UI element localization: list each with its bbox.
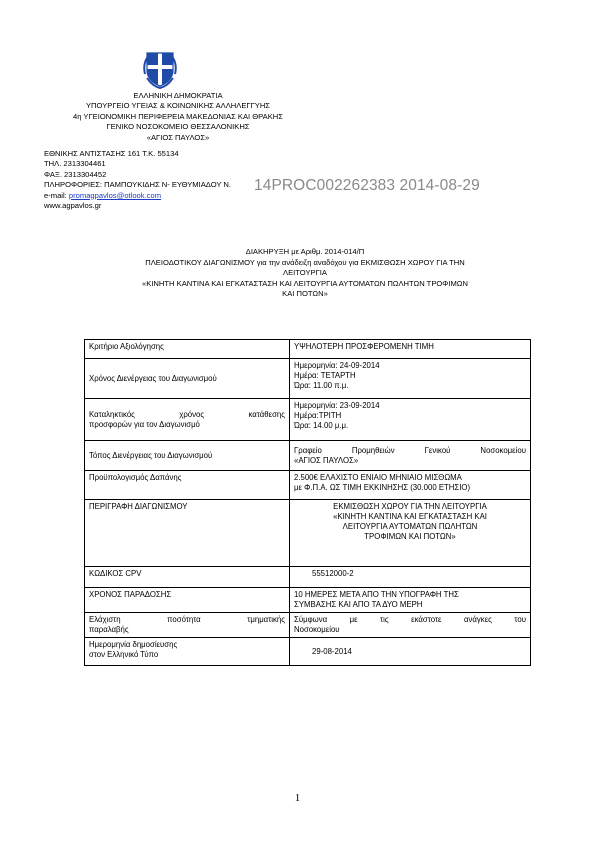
table-row xyxy=(85,399,531,441)
minqty-value-2: Νοσοκομείου xyxy=(294,625,340,634)
deadline-day: Ημέρα:ΤΡΙΤΗ xyxy=(294,411,342,420)
greek-emblem-icon xyxy=(139,48,181,90)
description-value xyxy=(290,500,531,567)
publish-label xyxy=(85,638,290,666)
minqty-label-1: Ελάχιστη ποσότητα τμηματικής xyxy=(89,615,285,624)
header-line-1: ΕΛΛΗΝΙΚΗ ΔΗΜΟΚΡΑΤΙΑ xyxy=(133,91,223,100)
delivery-label: ΧΡΟΝΟΣ ΠΑΡΑΔΟΣΗΣ xyxy=(85,588,290,613)
budget-value xyxy=(290,471,531,500)
reference-stamp: 14PROC002262383 2014-08-29 xyxy=(254,177,480,194)
deadline-hour: Ώρα: 14.00 μ.μ. xyxy=(294,421,349,430)
time-label: Χρόνος Διενέργειας του Διαγωνισμού xyxy=(85,359,290,399)
criterion-value: ΥΨΗΛΟΤΕΡΗ ΠΡΟΣΦΕΡΟΜΕΝΗ ΤΙΜΗ xyxy=(290,340,531,359)
table-row xyxy=(85,359,531,399)
description-value-1: ΕΚΜΙΣΘΩΣΗ ΧΩΡΟΥ ΓΙΑ ΤΗΝ ΛΕΙΤΟΥΡΓΙΑ xyxy=(333,502,487,511)
time-day: Ημέρα: ΤΕΤΑΡΤΗ xyxy=(294,371,356,380)
declaration-line-4: «ΚΙΝΗΤΗ ΚΑΝΤΙΝΑ ΚΑΙ ΕΓΚΑΤΑΣΤΑΣΗ ΚΑΙ ΛΕΙΤΟΥΡΓΙΑ ΑΥΤΟΜΑΤΩΝ ΠΩΛΗΤΩΝ ΤΡΟΦΙΜΩΝ xyxy=(142,278,468,288)
deadline-label-2: προσφορών για τον Διαγωνισμό xyxy=(89,419,200,429)
description-value-2: «ΚΙΝΗΤΗ ΚΑΝΤΙΝΑ ΚΑΙ ΕΓΚΑΤΑΣΤΑΣΗ ΚΑΙ xyxy=(333,512,487,521)
budget-value-2: με Φ.Π.Α. ΩΣ ΤΙΜΗ ΕΚΚΙΝΗΣΗΣ (30.000 ΕΤΗΣΙΟ) xyxy=(294,483,471,492)
delivery-value-1: 10 ΗΜΕΡΕΣ ΜΕΤΑ ΑΠΟ ΤΗΝ ΥΠΟΓΡΑΦΗ ΤΗΣ xyxy=(294,590,459,599)
time-hour: Ώρα: 11.00 π.μ. xyxy=(294,381,349,390)
time-date: Ημερομηνία: 24-09-2014 xyxy=(294,361,380,370)
phone: ΤΗΛ. 2313304461 xyxy=(44,159,106,169)
header-line-4: ΓΕΝΙΚΟ ΝΟΣΟΚΟΜΕΙΟ ΘΕΣΣΑΛΟΝΙΚΗΣ xyxy=(106,122,250,132)
cpv-value: 55512000-2 xyxy=(290,567,531,588)
header-line-5: «ΑΓΙΟΣ ΠΑΥΛΟΣ» xyxy=(146,132,210,142)
declaration-title xyxy=(80,247,530,300)
place-value-2: «ΑΓΙΟΣ ΠΑΥΛΟΣ» xyxy=(294,455,359,465)
publish-value: 29-08-2014 xyxy=(290,638,531,666)
publish-label-2: στον Ελληνικό Τύπο xyxy=(89,650,159,659)
publish-label-1: Ημερομηνία δημοσίευσης xyxy=(89,640,178,649)
tender-table xyxy=(84,339,531,666)
deadline-date: Ημερομηνία: 23-09-2014 xyxy=(294,401,380,410)
table-row xyxy=(85,588,531,613)
description-label: ΠΕΡΙΓΡΑΦΗ ΔΙΑΓΩΝΙΣΜΟΥ xyxy=(85,500,290,567)
delivery-value-2: ΣΥΜΒΑΣΗΣ ΚΑΙ ΑΠΟ ΤΑ ΔΥΟ ΜΕΡΗ xyxy=(294,600,423,609)
website: www.agpavlos.gr xyxy=(44,201,102,211)
header-line-2: ΥΠΟΥΡΓΕΙΟ ΥΓΕΙΑΣ & ΚΟΙΝΩΝΙΚΗΣ ΑΛΛΗΛΕΓΓΥΗΣ xyxy=(85,101,271,111)
header-contact xyxy=(44,149,231,211)
table-row xyxy=(85,567,531,588)
deadline-value xyxy=(290,399,531,441)
budget-label: Προϋπολογισμός Δαπάνης xyxy=(85,471,290,500)
table-row xyxy=(85,638,531,666)
minqty-value xyxy=(290,613,531,638)
info-contacts: ΠΛΗΡΟΦΟΡΙΕΣ: ΠΑΜΠΟΥΚΙΔΗΣ Ν- ΕΥΘΥΜΙΑΔΟΥ Ν. xyxy=(44,180,232,190)
deadline-label-1: Καταληκτικός χρόνος κατάθεσης xyxy=(89,409,285,419)
declaration-line-1: ΔΙΑΚΗΡΥΞΗ με Αριθμ. 2014-014/Π xyxy=(245,247,365,256)
header-line-3: 4η ΥΓΕΙΟΝΟΜΙΚΗ ΠΕΡΙΦΕΡΕΙΑ ΜΑΚΕΔΟΝΙΑΣ ΚΑΙ ΘΡΑΚΗΣ xyxy=(73,111,283,121)
declaration-line-3: ΛΕΙΤΟΥΡΓΙΑ xyxy=(283,268,327,278)
email-label: e-mail: xyxy=(44,190,69,200)
table-row xyxy=(85,340,531,359)
place-value xyxy=(290,441,531,471)
time-value xyxy=(290,359,531,399)
table-row xyxy=(85,471,531,500)
cpv-label: ΚΩΔΙΚΟΣ CPV xyxy=(85,567,290,588)
declaration-line-2: ΠΛΕΙΟΔΟΤΙΚΟΥ ΔΙΑΓΩΝΙΣΜΟΥ για την ανάδειξη αναδόχου για ΕΚΜΙΣΘΩΣΗ ΧΩΡΟΥ ΓΙΑ ΤΗΝ xyxy=(145,257,465,267)
budget-value-1: 2.500€ ΕΛΑΧΙΣΤΟ ΕΝΙΑΙΟ ΜΗΝΙΑΙΟ ΜΙΣΘΩΜΑ xyxy=(294,473,462,482)
minqty-value-1: Σύμφωνα με τις εκάστοτε ανάγκες του xyxy=(294,615,526,624)
deadline-label xyxy=(85,399,290,441)
description-value-3: ΛΕΙΤΟΥΡΓΙΑ ΑΥΤΟΜΑΤΩΝ ΠΩΛΗΤΩΝ xyxy=(342,522,478,531)
minqty-label xyxy=(85,613,290,638)
delivery-value xyxy=(290,588,531,613)
fax: ΦΑΞ. 2313304452 xyxy=(44,169,107,179)
place-value-1: Γραφείο Προμηθειών Γενικού Νοσοκομείου xyxy=(294,445,526,455)
email-link[interactable]: promagpavlos@otlook.com xyxy=(68,190,162,200)
header-authority xyxy=(44,91,312,143)
table-row xyxy=(85,613,531,638)
page-number: 1 xyxy=(294,792,301,804)
email-line xyxy=(44,191,231,201)
declaration-line-5: ΚΑΙ ΠΟΤΩΝ» xyxy=(282,289,328,299)
table-row xyxy=(85,441,531,471)
description-value-4: ΤΡΟΦΙΜΩΝ ΚΑΙ ΠΟΤΩΝ» xyxy=(364,532,456,541)
minqty-label-2: παραλαβής xyxy=(89,625,129,634)
place-label: Τόπος Διενέργειας του Διαγωνισμού xyxy=(85,441,290,471)
criterion-label: Κριτήριο Αξιολόγησης xyxy=(85,340,290,359)
table-row xyxy=(85,500,531,567)
address: ΕΘΝΙΚΗΣ ΑΝΤΙΣΤΑΣΗΣ 161 Τ.Κ. 55134 xyxy=(44,149,179,158)
